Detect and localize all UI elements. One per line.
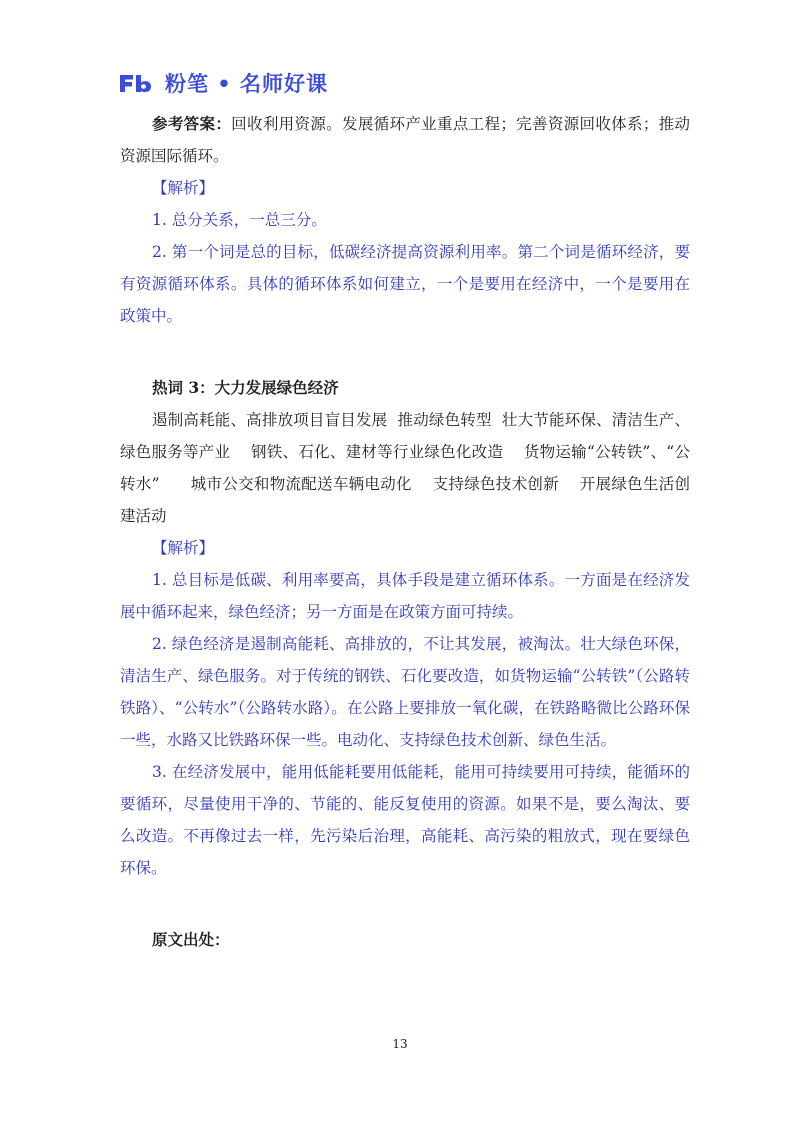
- page-content: [120, 108, 690, 956]
- section-gap: [120, 884, 690, 924]
- answer-paragraph: [120, 108, 690, 172]
- source-label: 原文出处：: [152, 930, 230, 949]
- answer-label: 参考答案：: [152, 114, 232, 133]
- section-gap: [120, 332, 690, 372]
- analysis-item: 1. 总分关系，一总三分。: [152, 211, 327, 229]
- analysis-heading: 【解析】: [152, 539, 215, 557]
- analysis-item: 3. 在经济发展中，能用低能耗要用低能耗，能用可持续要用可持续，能循环的要循环，尽量使用干净的、节能的、能反复使用的资源。如果不是，要么淘汰、要么改造。不再像过去一样，先污染后治理，高能耗、高污染的粗放式，现在要绿色环保。: [120, 763, 690, 877]
- analysis-item: 2. 第一个词是总的目标，低碳经济提高资源利用率。第二个词是循环经济，要有资源循环体系。具体的循环体系如何建立，一个是要用在经济中，一个是要用在政策中。: [120, 243, 690, 325]
- analysis-item: 2. 绿色经济是遏制高能耗、高排放的，不让其发展，被淘汰。壮大绿色环保，清洁生产、绿色服务。对于传统的钢铁、石化要改造，如货物运输“公转铁”（公路转铁路）、“公转水”（公路转水路）。在公路上要排放一氧化碳，在铁路略微比公路环保一些，水路又比铁路环保一些。电动化、支持绿色技术创新、绿色生活。: [120, 635, 690, 749]
- analysis-heading: 【解析】: [152, 179, 215, 197]
- answer-text: 回收利用资源。发展循环产业重点工程；完善资源回收体系；推动资源国际循环。: [120, 115, 690, 165]
- page-number: 13: [392, 1037, 408, 1051]
- hotword-title: 热词 3：大力发展绿色经济: [152, 378, 339, 397]
- fb-logo-icon: [118, 72, 162, 94]
- brand-name: 粉笔 • 名师好课: [165, 72, 329, 96]
- analysis-item: 1. 总目标是低碳、利用率要高，具体手段是建立循环体系。一方面是在经济发展中循环起来，绿色经济；另一方面是在政策方面可持续。: [120, 571, 690, 621]
- brand-logo: [118, 68, 328, 98]
- hotword-body: 遏制高耗能、高排放项目盲目发展 推动绿色转型 壮大节能环保、清洁生产、绿色服务等产业 钢铁、石化、建材等行业绿色化改造 货物运输“公转铁”、“公转水” 城市公交和物流配送车辆电动化 支持绿色技术创新 开展绿色生活创建活动: [120, 411, 690, 525]
